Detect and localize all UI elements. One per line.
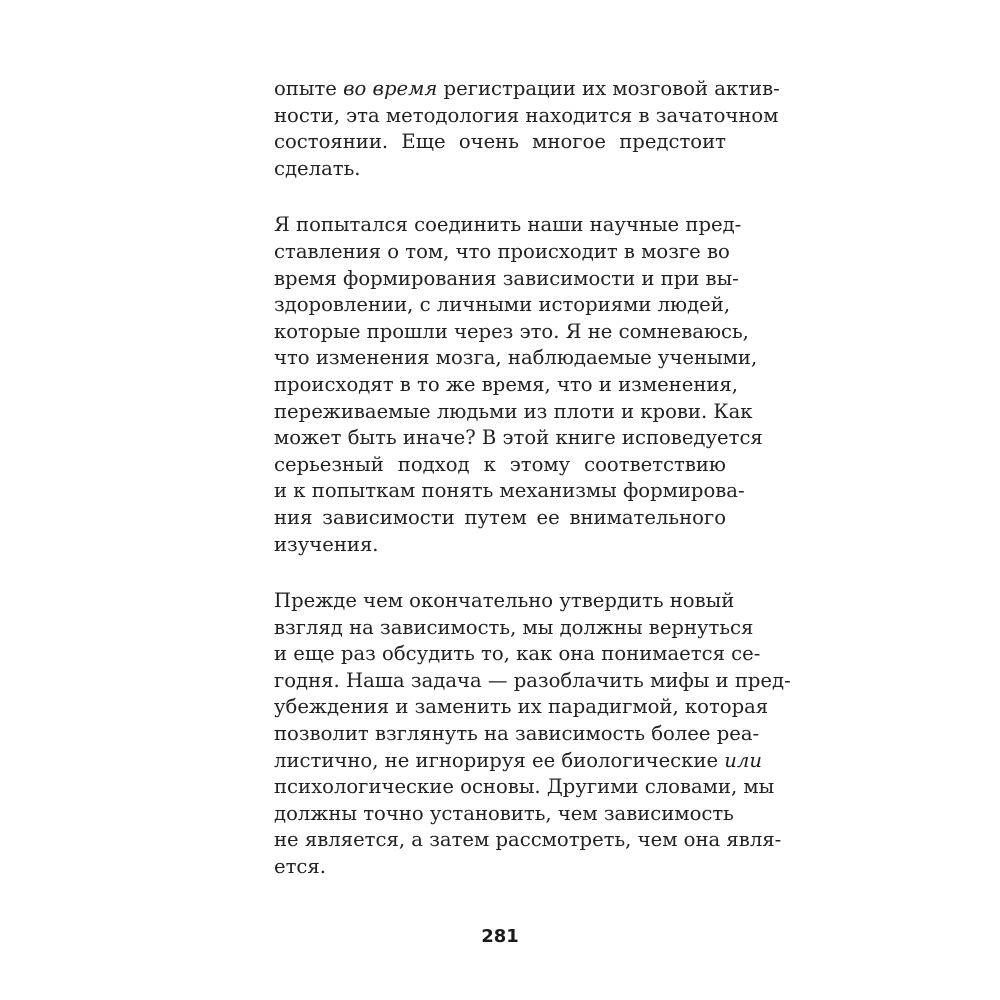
- text-segment: что изменения мозга, наблюдаемые учеными,: [274, 346, 758, 370]
- text-segment: опыте: [274, 77, 344, 100]
- text-line: [274, 425, 763, 452]
- text-line: [274, 532, 726, 559]
- text-line: [274, 641, 761, 668]
- paragraph: [274, 76, 780, 182]
- italic-text: или: [724, 748, 762, 772]
- text-line: [274, 452, 726, 479]
- text-segment: должны точно установить, чем зависимость: [274, 801, 734, 825]
- text-line: [274, 266, 739, 293]
- text-segment: убеждения и заменить их парадигмой, которая: [274, 695, 769, 719]
- text-segment: ния зависимости путем ее внимательного: [274, 505, 726, 529]
- paragraph: [274, 588, 791, 881]
- text-segment: ется.: [274, 855, 326, 879]
- text-segment: здоровлении, с личными историями людей,: [274, 293, 731, 317]
- text-segment: Я попытался соединить наши научные пред-: [274, 213, 742, 237]
- text-line: [274, 748, 762, 775]
- text-line: [274, 478, 745, 505]
- text-line: [274, 694, 769, 721]
- text-segment: Прежде чем окончательно утвердить новый: [274, 589, 735, 613]
- text-line: [274, 827, 782, 854]
- text-segment: психологические основы. Другими словами, мы: [274, 775, 775, 799]
- text-segment: годня. Наша задача — разоблачить мифы и пред-: [274, 668, 791, 692]
- text-line: [274, 239, 730, 266]
- text-segment: переживаемые людьми из плоти и крови. Как: [274, 399, 753, 423]
- text-line: [274, 156, 726, 183]
- text-segment: и к попыткам понять механизмы формирова-: [274, 479, 745, 503]
- text-segment: листично, не игнорируя ее биологические: [274, 748, 725, 772]
- text-segment: может быть иначе? В этой книге исповедуется: [274, 426, 763, 450]
- text-line: [274, 103, 779, 130]
- text-segment: позволит взглянуть на зависимость более реа-: [274, 722, 760, 746]
- text-segment: серьезный подход к этому соответствию: [274, 452, 726, 476]
- text-segment: сделать.: [274, 156, 361, 180]
- text-segment: не является, а затем рассмотреть, чем она явля-: [274, 828, 782, 852]
- text-line: [274, 399, 753, 426]
- text-line: [274, 212, 742, 239]
- text-line: [274, 801, 734, 828]
- italic-text: во время: [343, 77, 438, 100]
- text-line: [274, 505, 726, 532]
- text-line: [274, 774, 775, 801]
- text-segment: происходят в то же время, что и изменения,: [274, 372, 739, 396]
- paragraph: [274, 212, 763, 558]
- text-line: [274, 721, 760, 748]
- text-segment: ности, эта методология находится в зачаточном: [274, 103, 779, 127]
- text-line: [274, 292, 731, 319]
- text-line: [274, 319, 749, 346]
- text-segment: изучения.: [274, 532, 379, 556]
- text-line: [274, 854, 726, 881]
- text-line: [274, 129, 726, 156]
- text-line: [274, 668, 791, 695]
- text-segment: ставления о том, что происходит в мозге во: [274, 239, 730, 263]
- text-line: [274, 372, 739, 399]
- text-segment: время формирования зависимости и при вы-: [274, 266, 739, 290]
- text-line: [274, 345, 758, 372]
- text-segment: взгляд на зависимость, мы должны вернуться: [274, 615, 754, 639]
- text-line: [274, 588, 735, 615]
- text-line: [274, 615, 754, 642]
- text-line: [274, 76, 780, 103]
- text-segment: регистрации их мозговой актив-: [437, 77, 780, 100]
- text-segment: которые прошли через это. Я не сомневаюсь,: [274, 319, 749, 343]
- page-number: 281: [481, 926, 519, 947]
- text-segment: состоянии. Еще очень многое предстоит: [274, 130, 726, 154]
- body-text: [274, 76, 791, 911]
- text-segment: и еще раз обсудить то, как она понимается се-: [274, 642, 761, 666]
